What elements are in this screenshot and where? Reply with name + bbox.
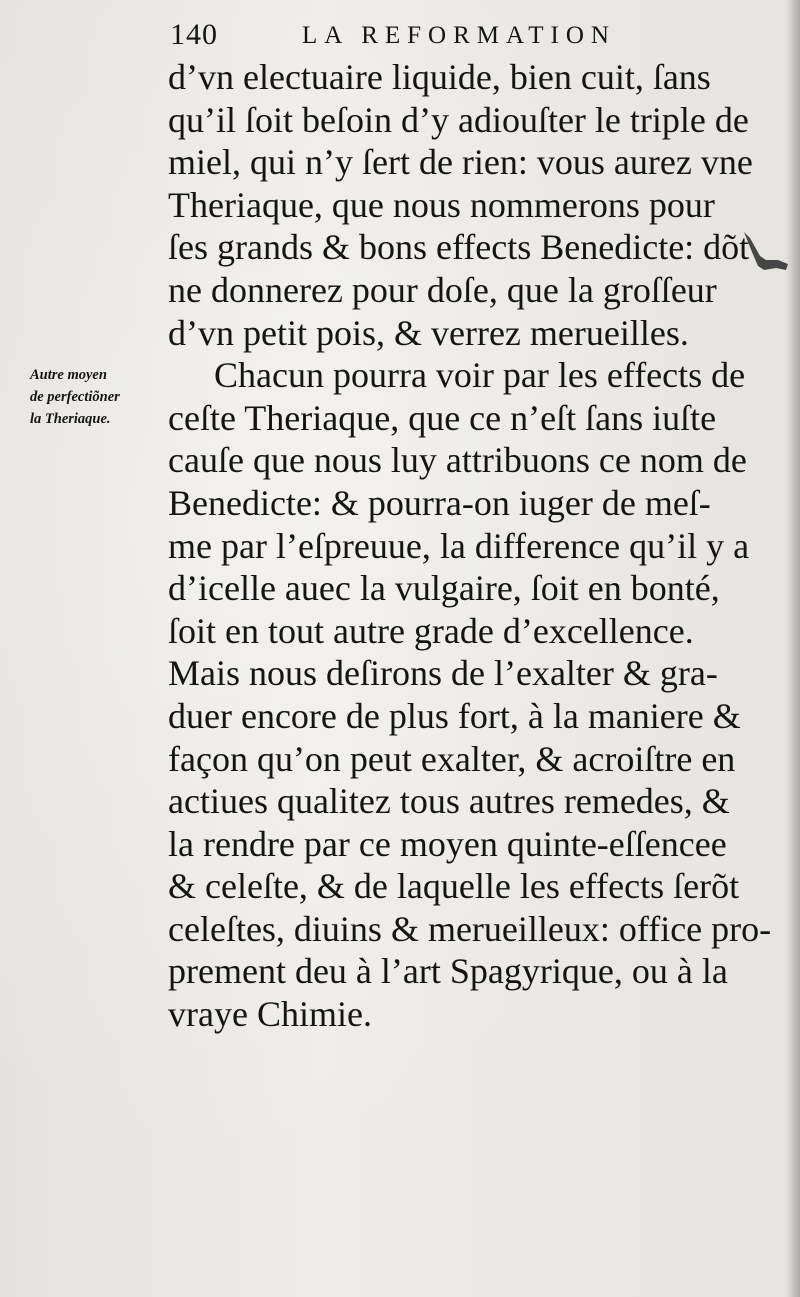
text-line: celeſtes, diuins & merueilleux: office pro- [168, 908, 772, 949]
margin-note-line: la Theriaque. [30, 411, 111, 427]
text-line: duer encore de plus fort, à la maniere & [168, 695, 741, 736]
text-line: Mais nous deſirons de l’exalter & gra- [168, 653, 718, 694]
text-line: la rendre par ce moyen quinte-eſſencee [168, 823, 727, 864]
page-gutter-shadow [786, 0, 800, 1297]
text-line: vraye Chimie. [168, 994, 372, 1035]
text-line: ceſte Theriaque, que ce n’eſt ſans iuſte [168, 397, 717, 438]
text-line: façon qu’on peut exalter, & acroiſtre en [168, 738, 736, 779]
text-line-paragraph-start: Chacun pourra voir par les effects de [214, 355, 746, 396]
text-line: d’vn petit pois, & verrez merueilles. [168, 312, 689, 353]
text-line: d’icelle auec la vulgaire, ſoit en bonté, [168, 568, 720, 609]
text-line: actiues qualitez tous autres remedes, & [168, 781, 730, 822]
running-title: LA REFORMATION [302, 22, 616, 49]
text-line: miel, qui n’y ſert de rien: vous aurez vne [168, 142, 753, 183]
text-line: ſoit en tout autre grade d’excellence. [168, 610, 694, 651]
text-line: qu’il ſoit beſoin d’y adiouſter le triple de [168, 99, 749, 140]
page-header [170, 18, 650, 58]
text-line: cauſe que nous luy attribuons ce nom de [168, 440, 747, 481]
margin-note-line: de perfectiõner [30, 389, 120, 405]
text-line: Theriaque, que nous nommerons pour [168, 184, 715, 225]
margin-note [30, 364, 170, 430]
text-line: Benedicte: & pourra-on iuger de meſ- [168, 482, 711, 523]
text-line: & celeſte, & de laquelle les effects ſerõt [168, 866, 740, 907]
text-line: me par l’eſpreuue, la difference qu’il y a [168, 525, 750, 566]
ink-blot-mark [742, 230, 790, 290]
text-line: ne donnerez pour doſe, que la groſſeur [168, 269, 717, 310]
body-text [168, 56, 772, 1036]
page-number: 140 [170, 18, 218, 51]
margin-note-line: Autre moyen [30, 367, 107, 383]
text-line: ſes grands & bons effects Benedicte: dõt [168, 227, 750, 268]
text-line: d’vn electuaire liquide, bien cuit, ſans [168, 57, 711, 97]
text-line: prement deu à l’art Spagyrique, ou à la [168, 951, 728, 992]
